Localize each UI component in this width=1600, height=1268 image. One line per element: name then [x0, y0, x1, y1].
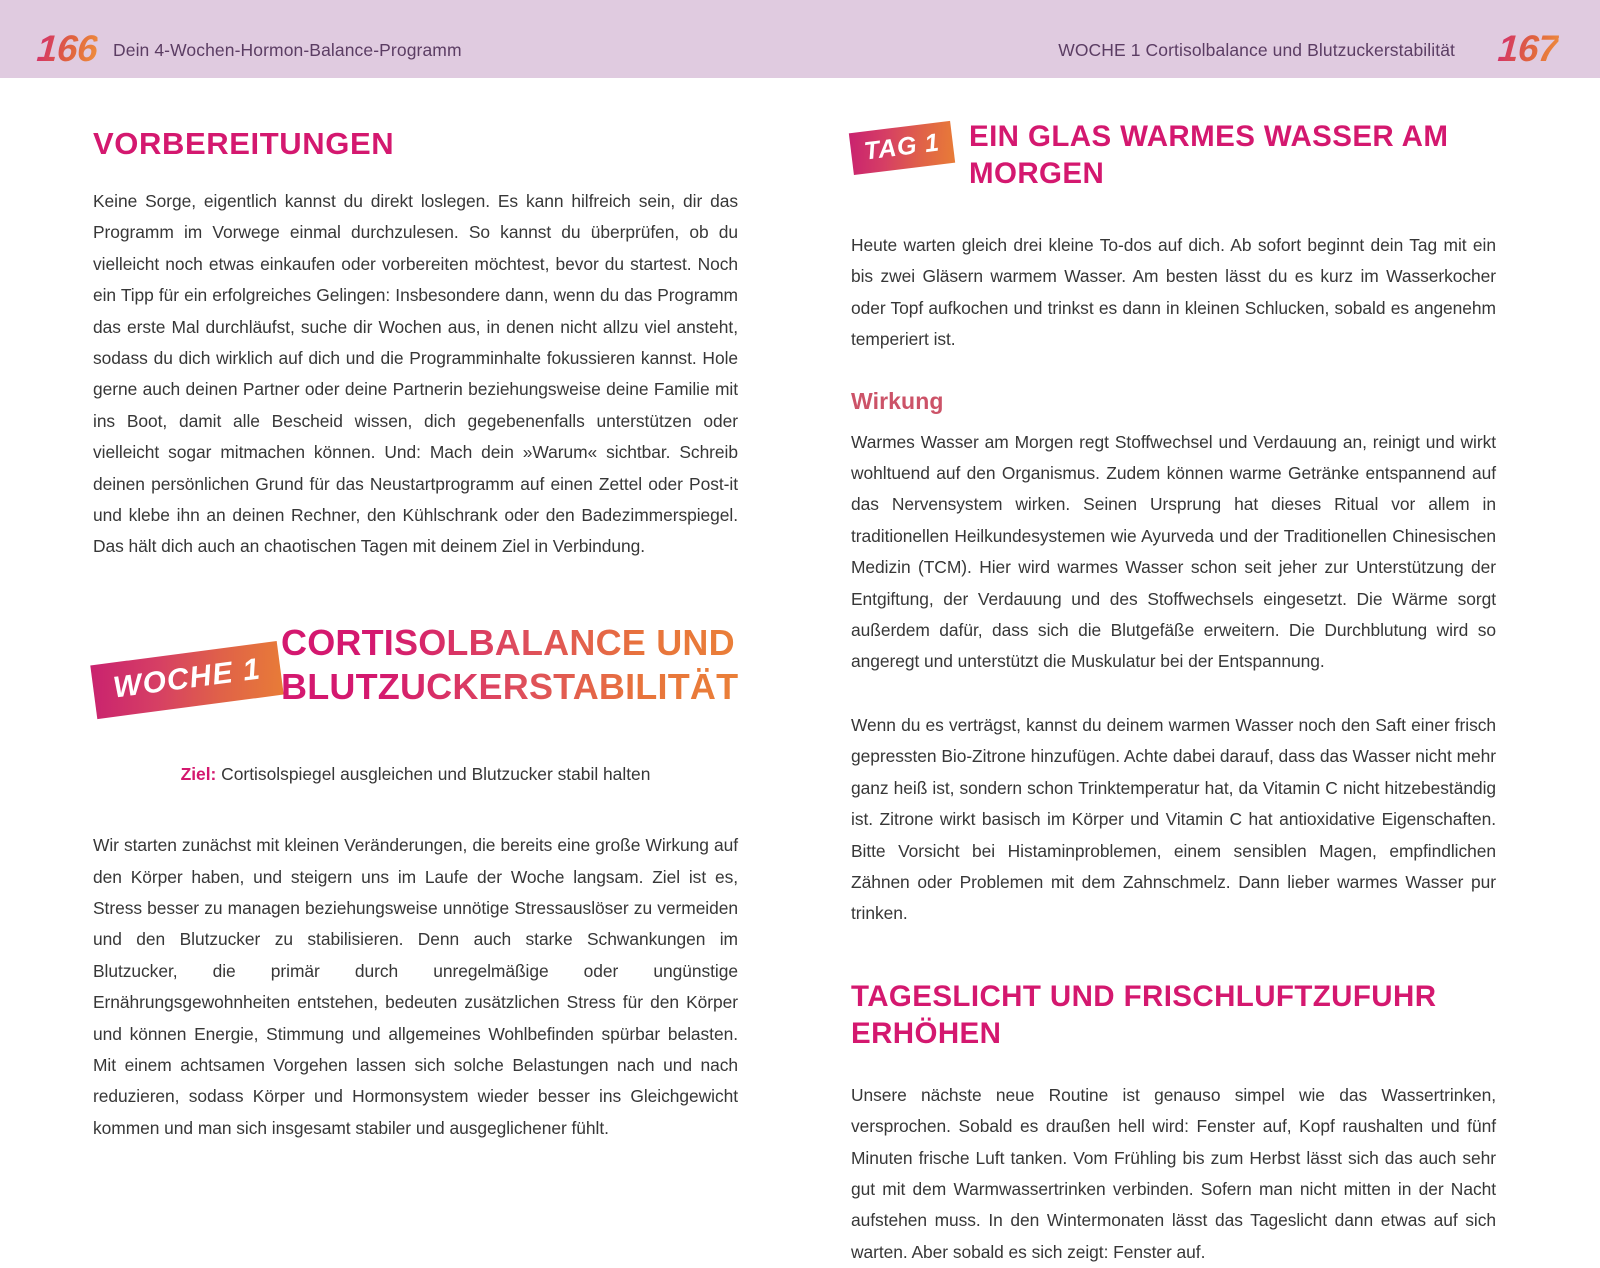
- effect-paragraph-2: Wenn du es verträgst, kannst du deinem warmen Wasser noch den Saft einer frisch gepressten Bio-Zitrone hinzufügen. Achte dabei darauf, dass das Wasser nicht mehr ganz heiß ist, sondern schon Trinktemperatur hat, da Vitamin C nicht hitzebeständig ist. Zitrone wirkt basisch im Körper und Vitamin C hat antioxidative Eigenschaften. Bitte Vorsicht bei Histaminproblemen, einem sensiblen Magen, empfindlichen Zähnen oder Problemen mit dem Zahnschmelz. Dann lieber warmes Wasser pur trinken.: [851, 714, 1496, 924]
- page-content: [0, 78, 1600, 1262]
- page-header-band: [0, 0, 1600, 78]
- running-head-right: WOCHE 1 Cortisolbalance und Blutzuckerstabilität: [1058, 40, 1455, 60]
- running-head-left: Dein 4-Wochen-Hormon-Balance-Programm: [113, 40, 462, 60]
- page-title: VORBEREITUNGEN: [93, 126, 395, 161]
- week-badge: WOCHE 1: [90, 641, 284, 719]
- left-column: [93, 78, 738, 1144]
- day-intro-paragraph: Heute warten gleich drei kleine To-dos auf dich. Ab sofort beginnt dein Tag mit ein bis zwei Gläsern warmem Wasser. Am besten lässt du es kurz im Wasserkocher oder Topf aufkochen und trinkst es dann in kleinen Schlucken, sobald es angenehm temperiert ist.: [851, 235, 1496, 350]
- effect-paragraph-1: Warmes Wasser am Morgen regt Stoffwechsel und Verdauung an, reinigt und wirkt wohltuend auf den Organismus. Zudem können warme Getränke entspannend auf das Nervensystem wirken. Seinen Ursprung hat dieses Ritual vor allem in traditionellen Heilkundesystemen wie Ayurveda und der Traditionellen Chinesischen Medizin (TCM). Hier wird warmes Wasser schon seit jeher zur Unterstützung der Entgiftung, der Verdauung und des Stoffwechsels eingesetzt. Die Wärme sorgt außerdem dafür, dass sich die Blutgefäße erweitern. Die Durchblutung wird so angeregt und unterstützt die Muskulatur bei der Entspannung.: [851, 431, 1496, 672]
- goal-label: Ziel:: [180, 763, 217, 784]
- goal-text: Cortisolspiegel ausgleichen und Blutzucker stabil halten: [216, 763, 651, 784]
- goal-line: [93, 759, 738, 790]
- week-heading-block: [93, 619, 738, 747]
- day-badge: TAG 1: [849, 121, 955, 175]
- week-paragraph: Wir starten zunächst mit kleinen Veränderungen, die bereits eine große Wirkung auf den Körper haben, und steigern uns im Laufe der Woche langsam. Ziel ist es, Stress besser zu managen beziehungsweise unnötige Stressauslöser zu vermeiden und den Blutzucker zu stabilisieren. Denn auch starke Schwankungen im Blutzucker, die primär durch unregelmäßige oder ungünstige Ernährungsgewohnheiten entstehen, bedeuten zusätzlichen Stress für den Körper und können Energie, Stimmung und allgemeines Wohlbefinden spürbar belasten. Mit einem achtsamen Vorgehen lassen sich solche Belastungen nach und nach reduzieren, sodass Körper und Hormonsystem wieder besser ins Gleichgewicht kommen und man sich insgesamt stabiler und ausgeglichener fühlt.: [93, 835, 738, 1138]
- right-column: [851, 78, 1496, 1268]
- day-title: EIN GLAS WARMES WASSER AM MORGEN: [969, 120, 1449, 190]
- second-section-paragraph: Unsere nächste neue Routine ist genauso simpel wie das Wassertrinken, versprochen. Sobald es draußen hell wird: Fenster auf, Kopf raushalten und fünf Minuten frische Luft tanken. Vom Frühling bis zum Herbst lässt sich das auch sehr gut mit dem Warmwassertrinken verbinden. Sofern man nicht mitten in der Nacht aufstehen muss. In den Wintermonaten lässt das Tageslicht dann etwas auf sich warten. Aber sobald es sich zeigt: Fenster auf.: [851, 1084, 1496, 1262]
- page-number-left: 166: [35, 28, 99, 69]
- intro-paragraph: Keine Sorge, eigentlich kannst du direkt loslegen. Es kann hilfreich sein, dir das Programm im Vorwege einmal durchzulesen. So kannst du überprüfen, ob du vielleicht noch etwas einkaufen oder vorbereiten möchtest, bevor du startest. Noch ein Tipp für ein erfolgreiches Gelingen: Insbesondere dann, wenn du das Programm das erste Mal durchläufst, suche dir Wochen aus, in denen nicht allzu viel ansteht, sodass du dich wirklich auf dich und die Programminhalte fokussieren kannst. Hole gerne auch deinen Partner oder deine Partnerin beziehungsweise deine Familie mit ins Boot, damit alle Bescheid wissen, dich gegebenenfalls unterstützen oder vielleicht sogar mitmachen können. Und: Mach dein »Warum« sichtbar. Schreib deinen persönlichen Grund für das Neustartprogramm auf einen Zettel oder Post-it und klebe ihn an deinen Rechner, den Kühlschrank oder den Badezimmerspiegel. Das hält dich auch an chaotischen Tagen mit deinem Ziel in Verbindung.: [93, 190, 738, 557]
- week-title: CORTISOLBALANCE UND BLUTZUCKERSTABILITÄT: [281, 621, 741, 709]
- effect-subheading: Wirkung: [851, 387, 944, 414]
- page-number-right: 167: [1496, 28, 1560, 69]
- second-section-heading: TAGESLICHT UND FRISCHLUFTZUFUHR ERHÖHEN: [851, 979, 1437, 1050]
- day-heading-block: [851, 118, 1496, 210]
